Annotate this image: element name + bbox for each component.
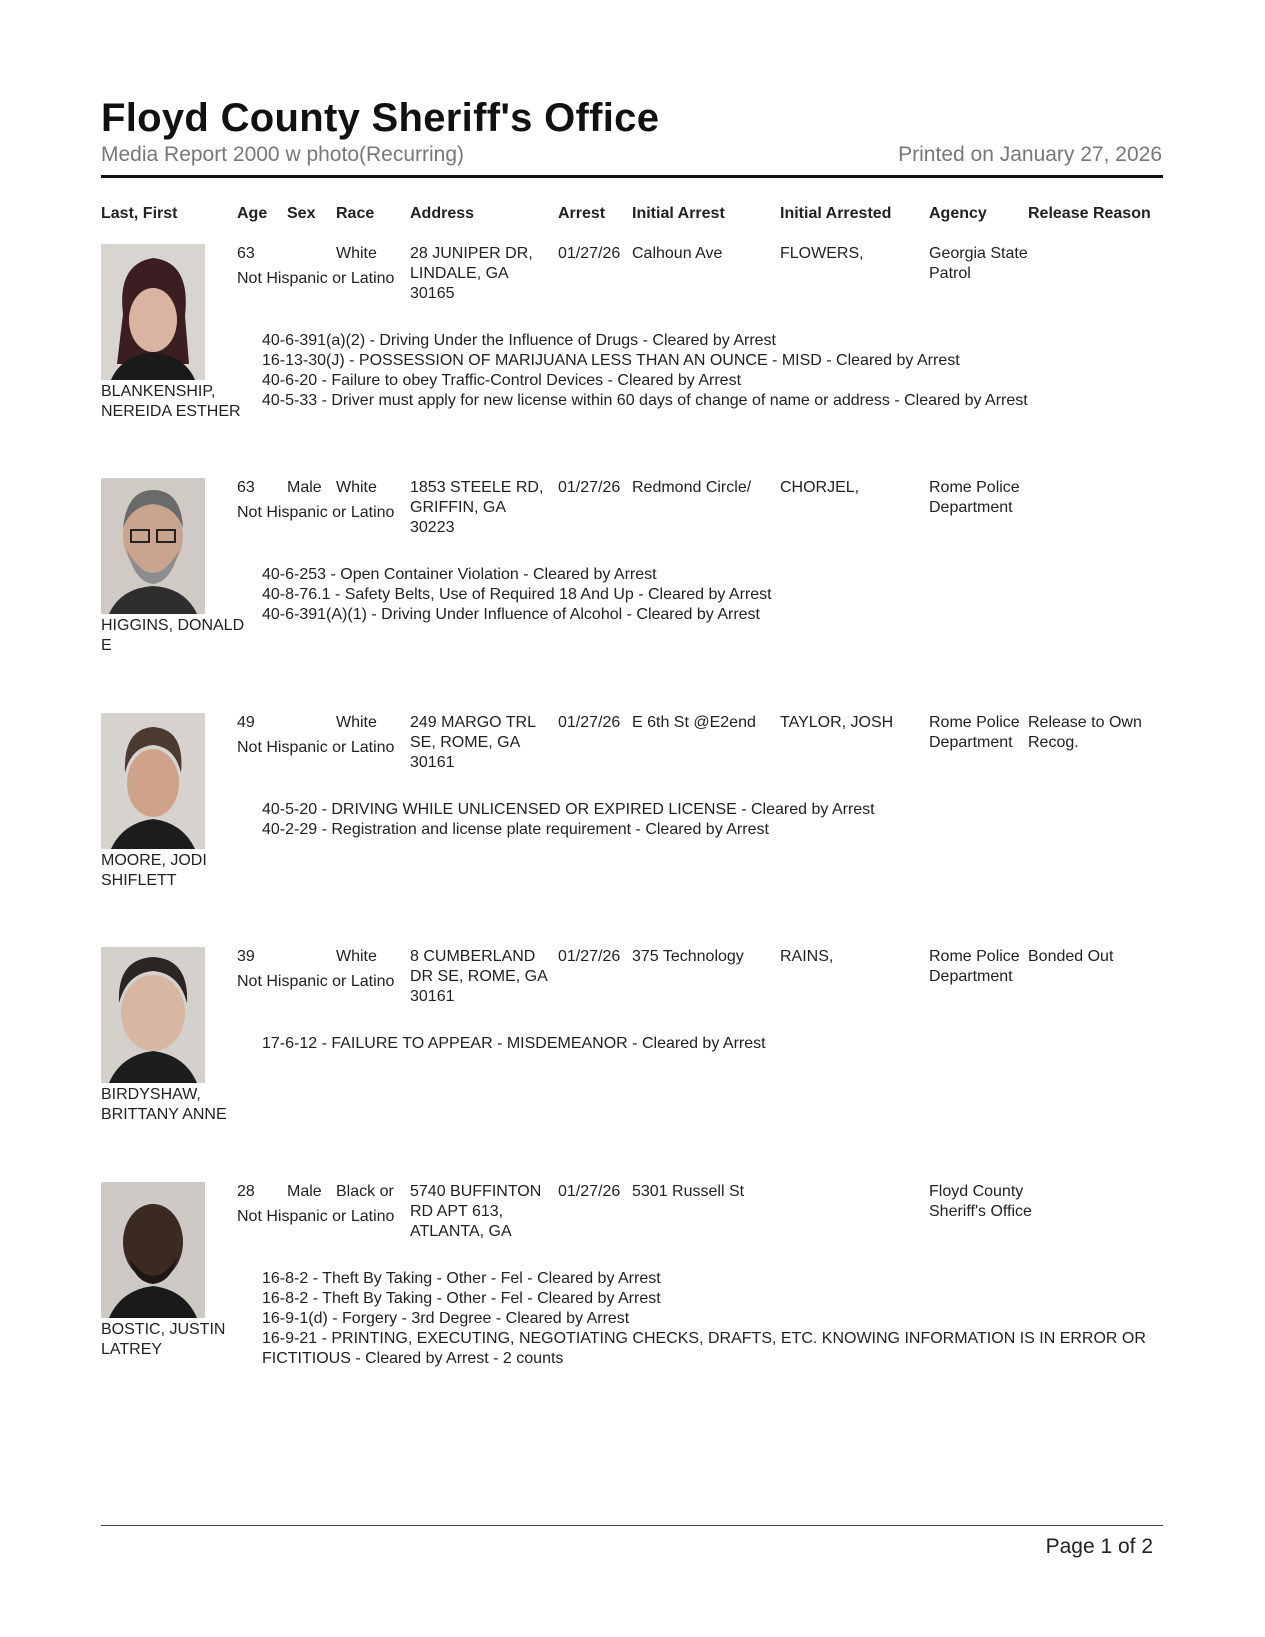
address-line: GRIFFIN, GA (410, 499, 506, 516)
inmate-name: MOORE, JODI SHIFLETT (101, 852, 207, 889)
race: White (336, 245, 377, 262)
charge-item: 40-6-20 - Failure to obey Traffic-Control Devices - Cleared by Arrest (262, 372, 742, 389)
agency-line: Department (929, 968, 1013, 985)
column-header-initial-arrested: Initial Arrested (780, 205, 892, 222)
booking-photo (101, 244, 205, 380)
address-line: 249 MARGO TRL (410, 714, 536, 731)
charges-list (262, 565, 1162, 625)
age: 63 (237, 245, 255, 262)
address-line: SE, ROME, GA (410, 734, 521, 751)
agency-line: Rome Police (929, 714, 1020, 731)
charge-item: 16-9-1(d) - Forgery - 3rd Degree - Cleared by Arrest (262, 1310, 630, 1327)
agency-line: Rome Police (929, 948, 1020, 965)
arrest-record (0, 478, 1265, 708)
address-line: RD APT 613, (410, 1203, 504, 1220)
page-number: Page 1 of 2 (1045, 1535, 1153, 1558)
charge-item: 40-5-20 - DRIVING WHILE UNLICENSED OR EXPIRED LICENSE - Cleared by Arrest (262, 801, 875, 818)
column-header-address: Address (410, 205, 475, 222)
charge-item: 40-6-391(a)(2) - Driving Under the Influence of Drugs - Cleared by Arrest (262, 332, 776, 349)
charge-item: 40-6-253 - Open Container Violation - Cleared by Arrest (262, 566, 657, 583)
agency-line: Sheriff's Office (929, 1203, 1032, 1220)
age: 49 (237, 714, 255, 731)
address-line: 30161 (410, 754, 455, 771)
sex: Male (287, 479, 322, 496)
arrest-date: 01/27/26 (558, 245, 621, 262)
arrest-record (0, 244, 1265, 474)
booking-photo (101, 1182, 205, 1318)
agency-line: Patrol (929, 265, 971, 282)
age: 63 (237, 479, 255, 496)
inmate-name: BLANKENSHIP, NEREIDA ESTHER (101, 383, 241, 420)
charge-item: 16-8-2 - Theft By Taking - Other - Fel - Cleared by Arrest (262, 1290, 661, 1307)
address-line: 28 JUNIPER DR, (410, 245, 533, 262)
charge-item: 40-2-29 - Registration and license plate requirement - Cleared by Arrest (262, 821, 769, 838)
address-line: 30161 (410, 988, 455, 1005)
charges-list (262, 800, 1162, 840)
column-header-initial-arrest: Initial Arrest (632, 205, 725, 222)
arrest-date: 01/27/26 (558, 479, 621, 496)
arresting-officer: TAYLOR, JOSH (780, 714, 894, 731)
address-line: 8 CUMBERLAND (410, 948, 536, 965)
race: White (336, 479, 377, 496)
ethnicity: Not Hispanic or Latino (237, 270, 395, 287)
arrest-record (0, 947, 1265, 1177)
printed-date: Printed on January 27, 2026 (898, 143, 1162, 166)
address-line: DR SE, ROME, GA (410, 968, 548, 985)
age: 39 (237, 948, 255, 965)
booking-photo (101, 478, 205, 614)
race: Black or (336, 1183, 394, 1200)
arrest-date: 01/27/26 (558, 714, 621, 731)
inmate-name: HIGGINS, DONALD E (101, 617, 245, 654)
arrest-record (0, 713, 1265, 943)
initial-arrest-location: Redmond Circle/ (632, 479, 752, 496)
charge-item: 17-6-12 - FAILURE TO APPEAR - MISDEMEANOR - Cleared by Arrest (262, 1035, 766, 1052)
footer-rule (101, 1525, 1163, 1526)
agency-line: Georgia State (929, 245, 1028, 262)
arresting-officer: CHORJEL, (780, 479, 860, 496)
charge-item: 40-8-76.1 - Safety Belts, Use of Required 18 And Up - Cleared by Arrest (262, 586, 772, 603)
inmate-name: BIRDYSHAW, BRITTANY ANNE (101, 1086, 227, 1123)
column-header-name: Last, First (101, 205, 178, 222)
page-title: Floyd County Sheriff's Office (101, 96, 660, 140)
column-header-arrest: Arrest (558, 205, 606, 222)
charges-list (262, 331, 1162, 411)
release-reason-line: Bonded Out (1028, 948, 1114, 965)
initial-arrest-location: Calhoun Ave (632, 245, 723, 262)
address-line: 5740 BUFFINTON (410, 1183, 542, 1200)
booking-photo (101, 947, 205, 1083)
report-subtitle: Media Report 2000 w photo(Recurring) (101, 143, 465, 166)
column-header-sex: Sex (287, 205, 316, 222)
agency-line: Rome Police (929, 479, 1020, 496)
address-line: ATLANTA, GA (410, 1223, 512, 1240)
charges-list (262, 1034, 1162, 1054)
address-line: 30165 (410, 285, 455, 302)
sex: Male (287, 1183, 322, 1200)
initial-arrest-location: E 6th St @E2end (632, 714, 756, 731)
initial-arrest-location: 375 Technology (632, 948, 744, 965)
column-header-age: Age (237, 205, 268, 222)
address-line: LINDALE, GA (410, 265, 509, 282)
ethnicity: Not Hispanic or Latino (237, 739, 395, 756)
address-line: 1853 STEELE RD, (410, 479, 544, 496)
booking-photo (101, 713, 205, 849)
charge-item: 16-13-30(J) - POSSESSION OF MARIJUANA LESS THAN AN OUNCE - MISD - Cleared by Arrest (262, 352, 960, 369)
column-header-agency: Agency (929, 205, 987, 222)
charge-item: 16-9-21 - PRINTING, EXECUTING, NEGOTIATING CHECKS, DRAFTS, ETC. KNOWING INFORMATION IS IN ERROR OR FICTITIOUS - Cleared by Arrest - 2 counts (262, 1330, 1146, 1367)
inmate-name: BOSTIC, JUSTIN LATREY (101, 1321, 226, 1358)
arresting-officer: RAINS, (780, 948, 834, 965)
ethnicity: Not Hispanic or Latino (237, 973, 395, 990)
column-header-race: Race (336, 205, 375, 222)
charge-item: 16-8-2 - Theft By Taking - Other - Fel - Cleared by Arrest (262, 1270, 661, 1287)
charge-item: 40-5-33 - Driver must apply for new license within 60 days of change of name or address - Cleared by Arrest (262, 392, 1028, 409)
charges-list (262, 1269, 1162, 1369)
age: 28 (237, 1183, 255, 1200)
arrest-date: 01/27/26 (558, 1183, 621, 1200)
agency-line: Department (929, 499, 1013, 516)
ethnicity: Not Hispanic or Latino (237, 1208, 395, 1225)
race: White (336, 948, 377, 965)
column-header-release-reason: Release Reason (1028, 205, 1151, 222)
initial-arrest-location: 5301 Russell St (632, 1183, 745, 1200)
address-line: 30223 (410, 519, 455, 536)
arresting-officer: FLOWERS, (780, 245, 864, 262)
release-reason-line: Recog. (1028, 734, 1079, 751)
race: White (336, 714, 377, 731)
header-rule (101, 175, 1163, 178)
release-reason-line: Release to Own (1028, 714, 1142, 731)
agency-line: Department (929, 734, 1013, 751)
charge-item: 40-6-391(A)(1) - Driving Under Influence of Alcohol - Cleared by Arrest (262, 606, 760, 623)
ethnicity: Not Hispanic or Latino (237, 504, 395, 521)
arrest-record (0, 1182, 1265, 1412)
arrest-date: 01/27/26 (558, 948, 621, 965)
agency-line: Floyd County (929, 1183, 1024, 1200)
